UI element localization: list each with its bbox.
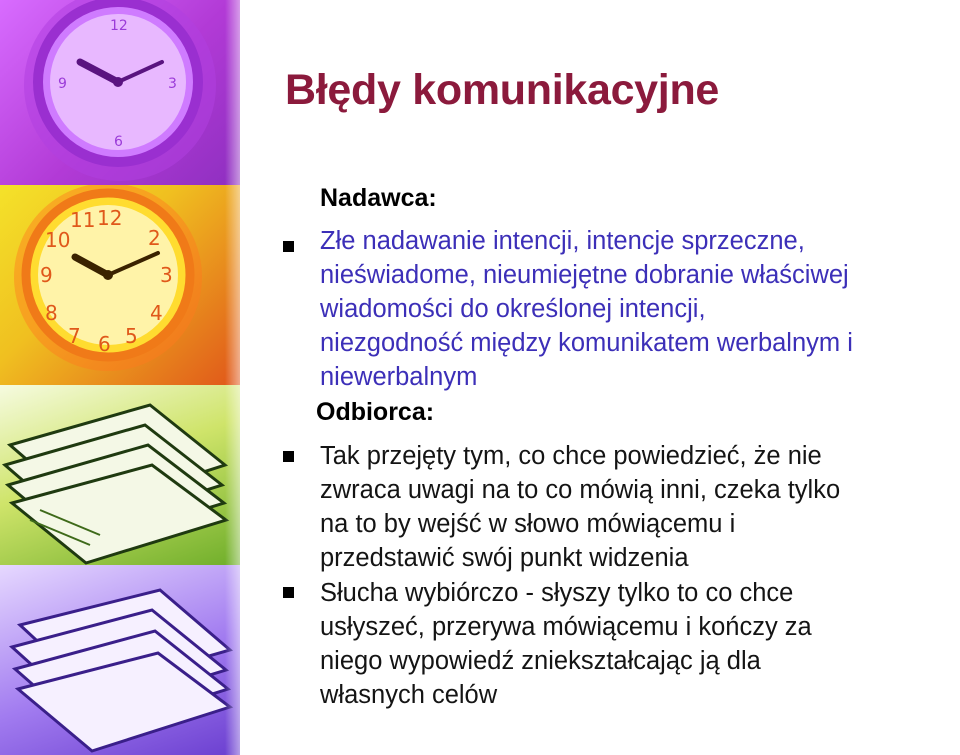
- bullet-square-icon: [283, 587, 294, 598]
- bullet-square-icon: [283, 451, 294, 462]
- sender-heading: Nadawca:: [320, 184, 437, 212]
- receiver-item-text: Słucha wybiórczo - słyszy tylko to co chce usłyszeć, przerywa mówiącemu i kończy za niego wypowiedź zniekształcając ją dla własnych celów: [320, 579, 812, 709]
- svg-text:3: 3: [168, 76, 177, 92]
- svg-text:6: 6: [98, 332, 111, 356]
- svg-text:6: 6: [114, 134, 123, 150]
- svg-text:11: 11: [70, 208, 96, 232]
- svg-text:12: 12: [110, 18, 128, 34]
- bullet-square-icon: [283, 241, 294, 252]
- papers-photo-violet: [0, 565, 240, 755]
- svg-text:3: 3: [160, 263, 173, 287]
- svg-text:9: 9: [40, 263, 53, 287]
- svg-text:10: 10: [45, 228, 71, 252]
- receiver-item-text: Tak przejęty tym, co chce powiedzieć, że nie zwraca uwagi na to co mówią inni, czeka tylko na to by wejść w słowo mówiącemu i przedstawić swój punkt widzenia: [320, 442, 841, 572]
- svg-text:2: 2: [148, 226, 161, 250]
- papers-photo-green: [0, 385, 240, 565]
- sender-item-text: Złe nadawanie intencji, intencje sprzeczne, nieświadome, nieumiejętne dobranie właściwej wiadomości do określonej intencji, niezgodność między komunikatem werbalnym i niewerbalnym: [320, 227, 853, 391]
- decorative-photo-strip: [0, 0, 240, 755]
- svg-text:8: 8: [45, 301, 58, 325]
- clock-photo-purple: [0, 0, 240, 185]
- svg-text:12: 12: [97, 206, 123, 230]
- svg-text:5: 5: [125, 324, 138, 348]
- slide-title: Błędy komunikacyjne: [285, 66, 720, 114]
- svg-text:4: 4: [150, 301, 163, 325]
- receiver-heading: Odbiorca:: [316, 398, 435, 426]
- clock-photo-yellow: [0, 185, 240, 385]
- svg-text:9: 9: [58, 76, 67, 92]
- strip-fade: [225, 0, 255, 755]
- svg-text:7: 7: [68, 324, 81, 348]
